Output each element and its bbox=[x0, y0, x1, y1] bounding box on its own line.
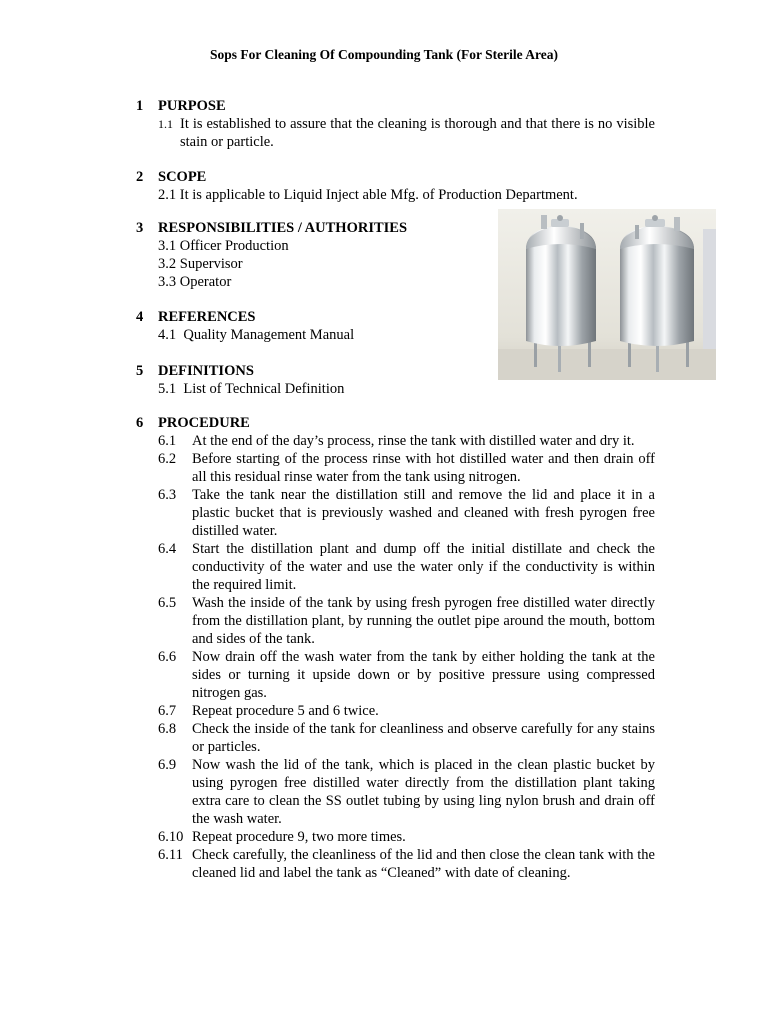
section-title: DEFINITIONS bbox=[158, 363, 254, 379]
procedure-step bbox=[0, 540, 768, 594]
section-title: REFERENCES bbox=[158, 309, 256, 325]
step-number: 6.9 bbox=[158, 757, 177, 773]
section-heading bbox=[0, 97, 768, 115]
procedure-step bbox=[0, 486, 768, 540]
procedure-step bbox=[0, 846, 768, 882]
procedure-step bbox=[0, 702, 768, 720]
section-procedure-heading bbox=[0, 414, 768, 432]
section-number: 3 bbox=[136, 220, 144, 236]
step-text: Repeat procedure 9, two more times. bbox=[192, 829, 406, 845]
procedure-step bbox=[0, 432, 768, 450]
section-title: SCOPE bbox=[158, 169, 207, 185]
responsibility-item: 3.2 Supervisor bbox=[158, 256, 243, 272]
section-heading bbox=[0, 168, 768, 186]
item-text: It is established to assure that the cleaning is thorough and that there is no visible stain or particle. bbox=[180, 116, 655, 150]
step-number: 6.11 bbox=[158, 847, 183, 863]
step-text: Repeat procedure 5 and 6 twice. bbox=[192, 703, 379, 719]
section-number: 2 bbox=[136, 169, 144, 185]
step-number: 6.10 bbox=[158, 829, 184, 845]
purpose-item bbox=[0, 115, 655, 151]
step-number: 6.8 bbox=[158, 721, 177, 737]
section-number: 5 bbox=[136, 363, 144, 379]
procedure-list bbox=[0, 432, 768, 882]
item-number: 1.1 bbox=[158, 117, 173, 131]
step-text: Start the distillation plant and dump off the initial distillate and check the conductivity of the water and use the water only if the conductivity is within the required limit. bbox=[192, 541, 655, 593]
step-number: 6.4 bbox=[158, 541, 177, 557]
procedure-step bbox=[0, 594, 768, 648]
step-text: Now wash the lid of the tank, which is placed in the clean plastic bucket by using pyrogen free distilled water directly from the distillation plant taking extra care to clean the SS outlet tubing by using ling nylon brush and drain off the wash water. bbox=[192, 757, 655, 827]
procedure-step bbox=[0, 648, 768, 702]
step-number: 6.1 bbox=[158, 433, 177, 449]
section-purpose bbox=[0, 97, 768, 151]
procedure-step bbox=[0, 450, 768, 486]
section-scope bbox=[0, 168, 768, 204]
step-text: Now drain off the wash water from the tank by either holding the tank at the sides or turning it upside down or by positive pressure using compressed nitrogen gas. bbox=[192, 649, 655, 701]
step-text: Check carefully, the cleanliness of the lid and then close the clean tank with the cleaned lid and label the tank as “Cleaned” with date of cleaning. bbox=[192, 847, 655, 881]
section-title: RESPONSIBILITIES / AUTHORITIES bbox=[158, 220, 408, 236]
section-number: 1 bbox=[136, 98, 144, 114]
step-text: At the end of the day’s process, rinse the tank with distilled water and dry it. bbox=[192, 433, 635, 449]
section-heading bbox=[0, 414, 768, 432]
step-number: 6.7 bbox=[158, 703, 177, 719]
section-title: PURPOSE bbox=[158, 98, 226, 114]
step-number: 6.2 bbox=[158, 451, 177, 467]
step-text: Take the tank near the distillation still and remove the lid and place it in a plastic bucket that is previously washed and cleaned with fresh pyrogen free distilled water. bbox=[192, 487, 655, 539]
section-number: 6 bbox=[136, 415, 144, 431]
definition-item: 5.1 List of Technical Definition bbox=[158, 381, 345, 397]
reference-item: 4.1 Quality Management Manual bbox=[158, 327, 355, 343]
scope-item: 2.1 It is applicable to Liquid Inject able Mfg. of Production Department. bbox=[158, 187, 578, 203]
step-number: 6.3 bbox=[158, 487, 177, 503]
step-number: 6.5 bbox=[158, 595, 177, 611]
procedure-step bbox=[0, 828, 768, 846]
section-number: 4 bbox=[136, 309, 144, 325]
responsibility-item: 3.1 Officer Production bbox=[158, 238, 289, 254]
document-title: Sops For Cleaning Of Compounding Tank (For Sterile Area) bbox=[209, 47, 559, 62]
procedure-step bbox=[0, 720, 768, 756]
responsibility-item: 3.3 Operator bbox=[158, 274, 232, 290]
step-text: Before starting of the process rinse with hot distilled water and then drain off all this residual rinse water from the tank using nitrogen. bbox=[192, 451, 655, 485]
section-title: PROCEDURE bbox=[158, 415, 250, 431]
step-number: 6.6 bbox=[158, 649, 177, 665]
step-text: Wash the inside of the tank by using fresh pyrogen free distilled water directly from the distillation plant, by running the outlet pipe around the mouth, bottom and sides of the tank. bbox=[192, 595, 655, 647]
step-text: Check the inside of the tank for cleanliness and observe carefully for any stains or particles. bbox=[192, 721, 655, 755]
procedure-step bbox=[0, 756, 768, 828]
tanks-photo bbox=[498, 209, 716, 380]
